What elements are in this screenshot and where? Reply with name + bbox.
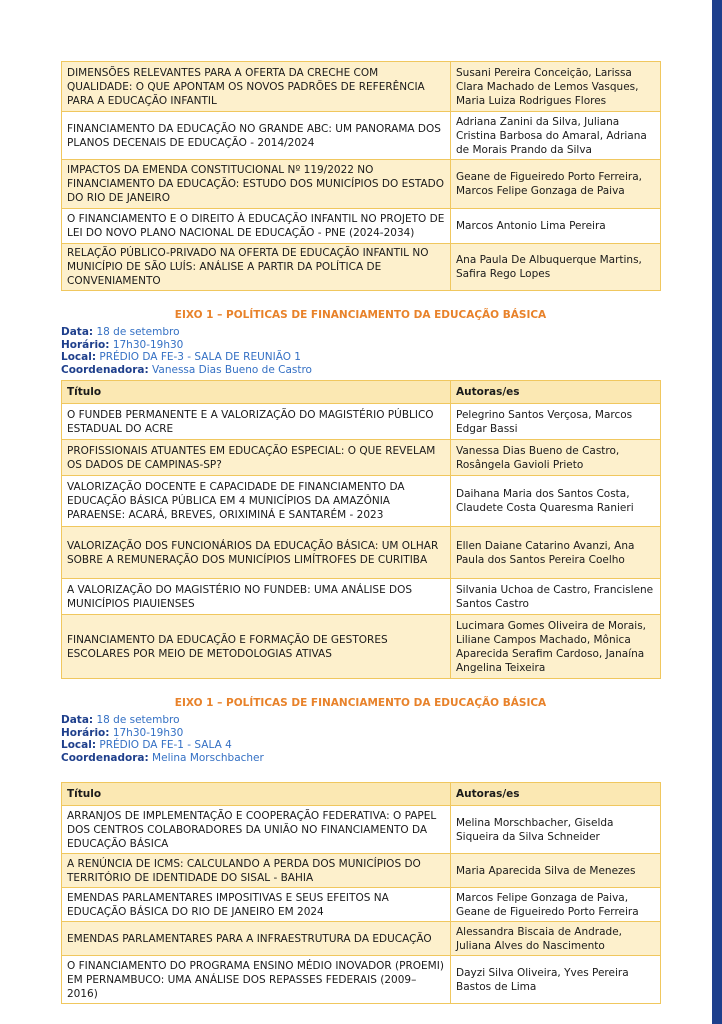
- table-row: [62, 476, 661, 527]
- paper-title: O FUNDEB PERMANENTE E A VALORIZAÇÃO DO MAGISTÉRIO PÚBLICO ESTADUAL DO ACRE: [62, 404, 451, 440]
- time-value: 17h30-19h30: [112, 726, 184, 739]
- paper-title: RELAÇÃO PÚBLICO-PRIVADO NA OFERTA DE EDUCAÇÃO INFANTIL NO MUNICÍPIO DE SÃO LUÍS: ANÁLISE A PARTIR DA POLÍTICA DE CONVENIAMENTO: [62, 244, 451, 291]
- table-row: [62, 404, 661, 440]
- coordinator-value: Melina Morschbacher: [152, 751, 264, 764]
- paper-title: ARRANJOS DE IMPLEMENTAÇÃO E COOPERAÇÃO FEDERATIVA: O PAPEL DOS CENTROS COLABORADORES DA UNIÃO NO FINANCIAMENTO DA EDUCAÇÃO BÁSICA: [62, 806, 451, 854]
- paper-title: A RENÚNCIA DE ICMS: CALCULANDO A PERDA DOS MUNICÍPIOS DO TERRITÓRIO DE IDENTIDADE DO SISAL - BAHIA: [62, 854, 451, 888]
- place-label: Local:: [61, 351, 97, 363]
- paper-title: PROFISSIONAIS ATUANTES EM EDUCAÇÃO ESPECIAL: O QUE REVELAM OS DADOS DE CAMPINAS-SP?: [62, 440, 451, 476]
- paper-authors: Pelegrino Santos Verçosa, Marcos Edgar Bassi: [451, 404, 661, 440]
- date-value: 18 de setembro: [96, 326, 180, 338]
- paper-title: FINANCIAMENTO DA EDUCAÇÃO E FORMAÇÃO DE GESTORES ESCOLARES POR MEIO DE METODOLOGIAS ATIVAS: [62, 615, 451, 679]
- coordinator-label: Coordenadora:: [61, 751, 149, 764]
- document-content: [61, 61, 660, 1004]
- section-heading: EIXO 1 – POLÍTICAS DE FINANCIAMENTO DA EDUCAÇÃO BÁSICA: [174, 697, 547, 709]
- paper-authors: Daihana Maria dos Santos Costa, Claudete Costa Quaresma Ranieri: [451, 476, 661, 527]
- place-label: Local:: [61, 739, 97, 751]
- table-row: [62, 440, 661, 476]
- paper-authors: Geane de Figueiredo Porto Ferreira, Marcos Felipe Gonzaga de Paiva: [451, 160, 661, 209]
- paper-authors: Marcos Antonio Lima Pereira: [451, 209, 661, 244]
- date-label: Data:: [61, 326, 94, 338]
- paper-title: O FINANCIAMENTO E O DIREITO À EDUCAÇÃO INFANTIL NO PROJETO DE LEI DO NOVO PLANO NACIONAL DE EDUCAÇÃO - PNE (2024-2034): [62, 209, 451, 244]
- table-header-row: [62, 783, 661, 806]
- table-row: [62, 62, 661, 112]
- column-header-authors: Autoras/es: [451, 783, 661, 806]
- paper-authors: Maria Aparecida Silva de Menezes: [451, 854, 661, 888]
- paper-title: DIMENSÕES RELEVANTES PARA A OFERTA DA CRECHE COM QUALIDADE: O QUE APONTAM OS NOVOS PADRÕES DE REFERÊNCIA PARA A EDUCAÇÃO INFANTIL: [62, 62, 451, 112]
- table-row: [62, 854, 661, 888]
- paper-title: VALORIZAÇÃO DOS FUNCIONÁRIOS DA EDUCAÇÃO BÁSICA: UM OLHAR SOBRE A REMUNERAÇÃO DOS MUNICÍPIOS LIMÍTROFES DE CURITIBA: [62, 527, 451, 579]
- table-row: [62, 922, 661, 956]
- session-info: [61, 326, 660, 376]
- paper-authors: Alessandra Biscaia de Andrade, Juliana Alves do Nascimento: [451, 922, 661, 956]
- paper-title: FINANCIAMENTO DA EDUCAÇÃO NO GRANDE ABC: UM PANORAMA DOS PLANOS DECENAIS DE EDUCAÇÃO - 2014/2024: [62, 112, 451, 160]
- time-label: Horário:: [61, 338, 110, 351]
- paper-title: EMENDAS PARLAMENTARES PARA A INFRAESTRUTURA DA EDUCAÇÃO: [62, 922, 451, 956]
- paper-authors: Adriana Zanini da Silva, Juliana Cristina Barbosa do Amaral, Adriana de Morais Prando da Silva: [451, 112, 661, 160]
- table-row: [62, 806, 661, 854]
- table-row: [62, 209, 661, 244]
- table-row: [62, 579, 661, 615]
- table-row: [62, 615, 661, 679]
- sessions-table-2: [61, 380, 661, 679]
- paper-authors: Lucimara Gomes Oliveira de Morais, Liliane Campos Machado, Mônica Aparecida Serafim Cardoso, Janaína Angelina Teixeira: [451, 615, 661, 679]
- table-row: [62, 244, 661, 291]
- column-header-title: Título: [62, 381, 451, 404]
- paper-title: VALORIZAÇÃO DOCENTE E CAPACIDADE DE FINANCIAMENTO DA EDUCAÇÃO BÁSICA PÚBLICA EM 4 MUNICÍPIOS DA AMAZÔNIA PARAENSE: ACARÁ, BREVES, ORIXIMINÁ E SANTARÉM - 2023: [62, 476, 451, 527]
- coordinator-label: Coordenadora:: [61, 363, 149, 376]
- place-value: PRÉDIO DA FE-3 - SALA DE REUNIÃO 1: [99, 351, 301, 363]
- paper-authors: Vanessa Dias Bueno de Castro, Rosângela Gavioli Prieto: [451, 440, 661, 476]
- place-value: PRÉDIO DA FE-1 - SALA 4: [99, 739, 232, 751]
- paper-title: IMPACTOS DA EMENDA CONSTITUCIONAL Nº 119/2022 NO FINANCIAMENTO DA EDUCAÇÃO: ESTUDO DOS MUNICÍPIOS DO ESTADO DO RIO DE JANEIRO: [62, 160, 451, 209]
- table-row: [62, 956, 661, 1004]
- paper-authors: Dayzi Silva Oliveira, Yves Pereira Bastos de Lima: [451, 956, 661, 1004]
- date-label: Data:: [61, 714, 94, 726]
- paper-authors: Melina Morschbacher, Giselda Siqueira da Silva Schneider: [451, 806, 661, 854]
- table-header-row: [62, 381, 661, 404]
- coordinator-value: Vanessa Dias Bueno de Castro: [152, 363, 312, 376]
- paper-title: A VALORIZAÇÃO DO MAGISTÉRIO NO FUNDEB: UMA ANÁLISE DOS MUNICÍPIOS PIAUIENSES: [62, 579, 451, 615]
- date-value: 18 de setembro: [96, 714, 180, 726]
- paper-authors: Ellen Daiane Catarino Avanzi, Ana Paula dos Santos Pereira Coelho: [451, 527, 661, 579]
- paper-authors: Ana Paula De Albuquerque Martins, Safira Rego Lopes: [451, 244, 661, 291]
- right-edge-bar: [712, 0, 722, 1024]
- column-header-authors: Autoras/es: [451, 381, 661, 404]
- table-row: [62, 527, 661, 579]
- column-header-title: Título: [62, 783, 451, 806]
- session-info: [61, 714, 660, 764]
- table-row: [62, 888, 661, 922]
- paper-authors: Susani Pereira Conceição, Larissa Clara Machado de Lemos Vasques, Maria Luiza Rodrigues Flores: [451, 62, 661, 112]
- section-heading: EIXO 1 – POLÍTICAS DE FINANCIAMENTO DA EDUCAÇÃO BÁSICA: [174, 309, 547, 321]
- paper-authors: Silvania Uchoa de Castro, Francislene Santos Castro: [451, 579, 661, 615]
- paper-title: O FINANCIAMENTO DO PROGRAMA ENSINO MÉDIO INOVADOR (PROEMI) EM PERNAMBUCO: UMA ANÁLISE DOS REPASSES FEDERAIS (2009–2016): [62, 956, 451, 1004]
- sessions-table-1: [61, 61, 661, 291]
- table-row: [62, 160, 661, 209]
- paper-title: EMENDAS PARLAMENTARES IMPOSITIVAS E SEUS EFEITOS NA EDUCAÇÃO BÁSICA DO RIO DE JANEIRO EM 2024: [62, 888, 451, 922]
- time-label: Horário:: [61, 726, 110, 739]
- paper-authors: Marcos Felipe Gonzaga de Paiva, Geane de Figueiredo Porto Ferreira: [451, 888, 661, 922]
- time-value: 17h30-19h30: [112, 338, 184, 351]
- table-row: [62, 112, 661, 160]
- sessions-table-3: [61, 782, 661, 1004]
